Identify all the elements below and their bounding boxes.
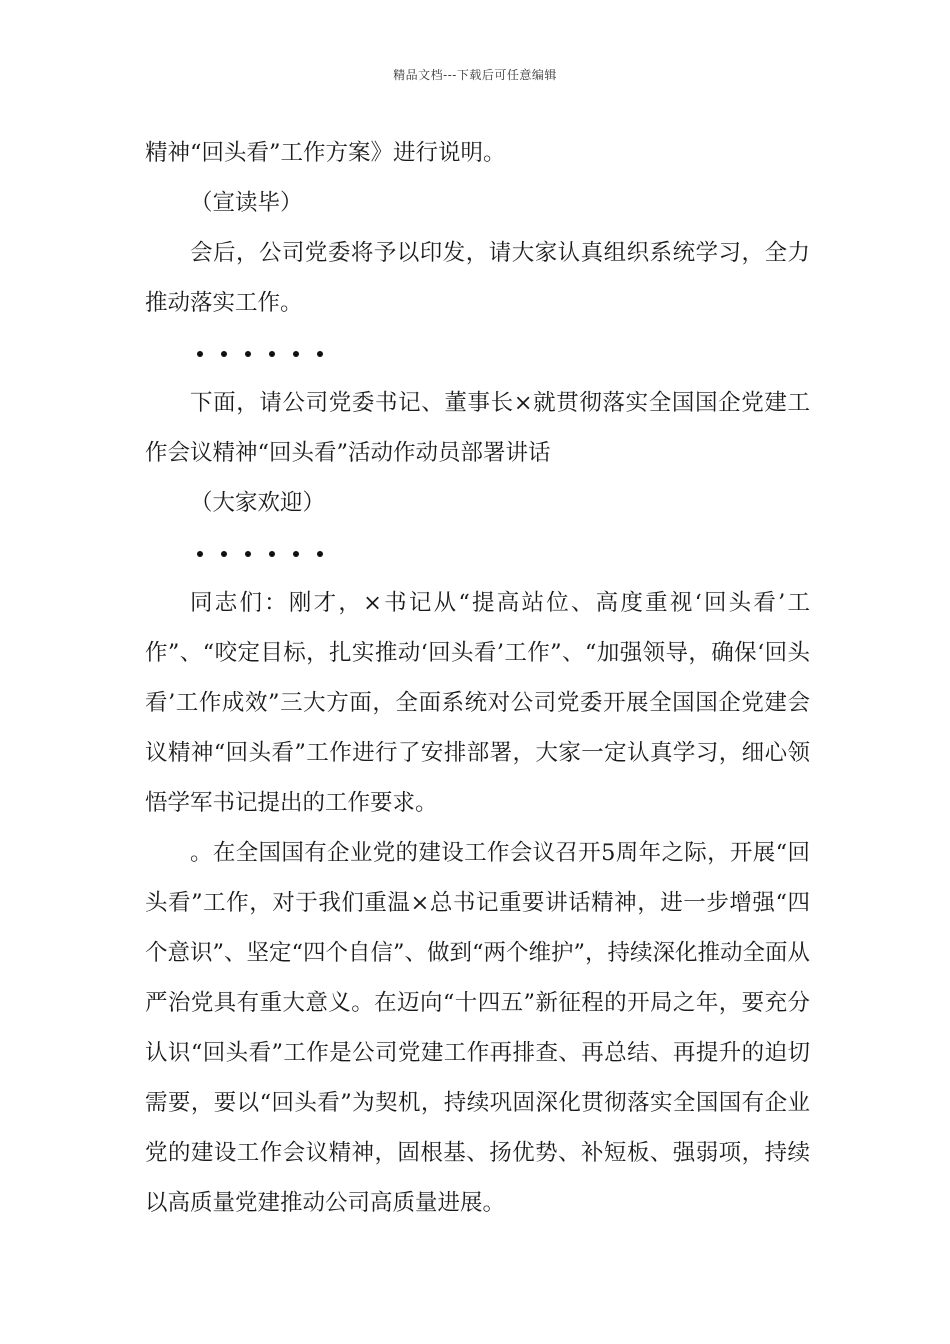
ellipsis-dots <box>145 528 810 578</box>
page-header: 精品文档---下载后可任意编辑 <box>393 68 557 82</box>
paragraph: （大家欢迎） <box>190 490 326 516</box>
paragraph: 会后，公司党委将予以印发，请大家认真组织系统学习，全力推动落实工作。 <box>145 240 810 316</box>
paragraph: 同志们：刚才，×书记从“提高站位、高度重视‘回头看’工作”、“咬定目标，扎实推动‘回头看’工作”、“加强领导，确保‘回头看’工作成效”三大方面，全面系统对公司党委开展全国国企党建会议精神“回头看”工作进行了安排部署，大家一定认真学习，细心领悟学军书记提出的工作要求。 <box>145 590 810 816</box>
document-body <box>145 128 810 1228</box>
paragraph: 。在全国国有企业党的建设工作会议召开5周年之际，开展“回头看”工作，对于我们重温×总书记重要讲话精神，进一步增强“四个意识”、坚定“四个自信”、做到“两个维护”，持续深化推动全面从严治党具有重大意义。在迈向“十四五”新征程的开局之年，要充分认识“回头看”工作是公司党建工作再排查、再总结、再提升的迫切需要，要以“回头看”为契机，持续巩固深化贯彻落实全国国有企业党的建设工作会议精神，固根基、扬优势、补短板、强弱项，持续以高质量党建推动公司高质量进展。 <box>145 840 811 1216</box>
paragraph: （宣读毕） <box>190 190 303 216</box>
ellipsis-dots <box>145 328 810 378</box>
paragraph: 下面，请公司党委书记、董事长×就贯彻落实全国国企党建工作会议精神“回头看”活动作动员部署讲话 <box>145 390 810 466</box>
paragraph: 精神“回头看”工作方案》进行说明。 <box>145 140 506 166</box>
